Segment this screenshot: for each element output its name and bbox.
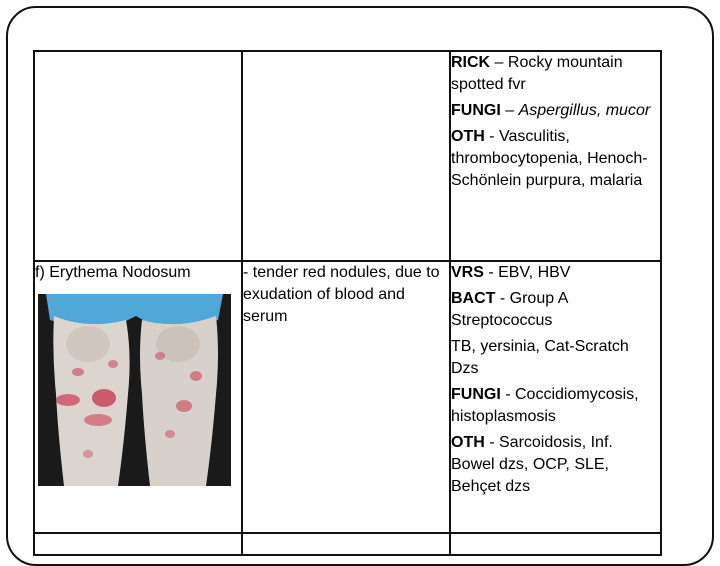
cause-text: Group A Streptococcus	[451, 290, 568, 329]
cause-entry	[451, 432, 660, 498]
table-cell-empty	[34, 51, 242, 261]
cause-separator: –	[490, 54, 508, 71]
cause-separator: –	[500, 102, 519, 119]
cause-separator: -	[500, 386, 515, 403]
table-cell-empty	[34, 533, 242, 555]
cause-entry	[451, 336, 660, 380]
cause-text: TB, yersinia, Cat-Scratch Dzs	[451, 338, 629, 377]
table-row	[34, 51, 661, 261]
cause-separator: -	[484, 128, 499, 145]
cause-entry	[451, 100, 660, 122]
cause-category: OTH	[451, 434, 485, 451]
table-row	[34, 533, 661, 555]
cause-category: FUNGI	[451, 102, 501, 119]
cause-category: FUNGI	[451, 386, 501, 403]
table-cell-empty	[450, 533, 661, 555]
cause-entry	[451, 262, 660, 284]
cause-category: OTH	[451, 128, 485, 145]
cause-entry	[451, 288, 660, 332]
condition-cell	[34, 261, 242, 533]
causes-list	[451, 52, 660, 192]
cause-separator: -	[483, 264, 499, 281]
causes-cell	[450, 51, 661, 261]
cause-entry	[451, 126, 660, 192]
table-row	[34, 261, 661, 533]
cause-category: VRS	[451, 264, 484, 281]
description-cell	[242, 261, 450, 533]
cause-separator: -	[495, 290, 510, 307]
causes-cell	[450, 261, 661, 533]
cause-category: RICK	[451, 54, 491, 71]
cause-separator: -	[484, 434, 499, 451]
table-cell-empty	[242, 533, 450, 555]
condition-description: - tender red nodules, due to exudation of blood and serum	[243, 264, 440, 325]
cause-text: Sarcoidosis, Inf. Bowel dzs, OCP, SLE, Behçet dzs	[451, 434, 613, 495]
table-cell-empty	[242, 51, 450, 261]
causes-list	[451, 262, 660, 498]
condition-title: f) Erythema Nodosum	[35, 264, 191, 281]
cause-text: Coccidiomycosis, histoplasmosis	[451, 386, 639, 425]
cause-category: BACT	[451, 290, 496, 307]
cause-text: Vasculitis, thrombocytopenia, Henoch-Schönlein purpura, malaria	[451, 128, 648, 189]
cause-entry	[451, 384, 660, 428]
clinical-table	[33, 50, 662, 556]
cause-text: Aspergillus, mucor	[518, 102, 651, 119]
cause-text: Rocky mountain spotted fvr	[451, 54, 623, 93]
cause-entry	[451, 52, 660, 96]
erythema-nodosum-photo	[38, 294, 231, 486]
cause-text: EBV, HBV	[498, 264, 571, 281]
